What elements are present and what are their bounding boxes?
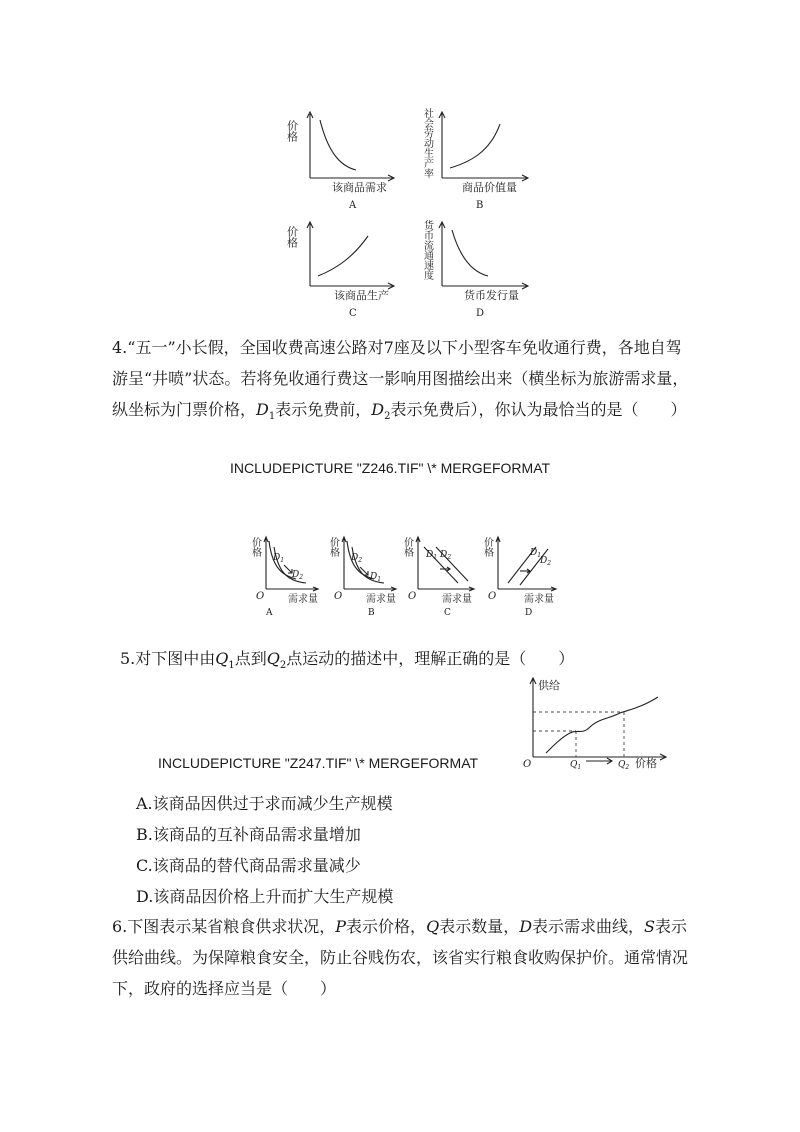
q5-figure-q1-label: $Q_1$ xyxy=(570,760,582,771)
q5-figure-xlabel: 价格 xyxy=(635,757,657,770)
q5-figure-supply-curve xyxy=(546,697,658,753)
q5-figure-ylabel: 供给 xyxy=(538,679,560,692)
question-6-s3: 表示需求曲线， xyxy=(532,917,645,936)
question-5-pre: 5.对下图中由 xyxy=(120,649,216,668)
question-6-p: P xyxy=(335,917,347,936)
question-4-text: “五一”小长假，全国收费高速公路对7座及以下小型客车免收通行费，各地自驾游呈“井喷”状态。若将免收通行费这一影响用图描绘出来（横坐标为旅游需求量，纵坐标为门票价格， xyxy=(112,338,689,419)
q4-figure-d-ylabel: 价格 xyxy=(481,537,493,557)
q3-figure-d-curve xyxy=(452,230,488,276)
question-5-q1-sub: 1 xyxy=(228,660,235,672)
q4-figure-a-ylabel: 价格 xyxy=(249,537,261,557)
q4-figure-d xyxy=(481,533,564,618)
q4-figure-c xyxy=(401,533,484,618)
q4-figure-b-ylabel: 价格 xyxy=(327,537,339,557)
q4-figure-a-letter: A xyxy=(266,608,273,618)
q4-figure-d-label-1: $D_1$ xyxy=(530,548,542,559)
question-4-d2-sub: 2 xyxy=(384,411,391,423)
question-6-d: D xyxy=(519,917,533,936)
q5-option-c: C.该商品的替代商品需求量减少 xyxy=(136,856,361,875)
q4-figure-d-letter: D xyxy=(525,608,533,618)
q4-figure-b-xlabel: 需求量 xyxy=(366,594,396,605)
q3-figure-a-curve xyxy=(320,120,356,170)
question-4-mid: 表示免费前， xyxy=(275,400,372,419)
q4-figure-b-label-2: $D_1$ xyxy=(370,572,382,583)
q4-figure-a xyxy=(249,533,326,618)
q4-figure-d-xlabel: 需求量 xyxy=(524,594,554,605)
q4-figure-b-label-1: $D_2$ xyxy=(351,553,363,564)
q4-figure-c-xlabel: 需求量 xyxy=(442,594,472,605)
q4-figure-c-label-1: $D_1$ xyxy=(426,550,438,561)
q5-option-a: A.该商品因供过于求而减少生产规模 xyxy=(136,794,393,813)
q3-figure-c-curve xyxy=(318,236,368,276)
q4-figure-a-label-1: $D_1$ xyxy=(273,553,285,564)
question-6-s: S xyxy=(644,917,656,936)
question-4-d2: D xyxy=(371,400,385,419)
q4-figure-c-origin: O xyxy=(408,591,417,602)
q4-figure-a-label-2: $D_2$ xyxy=(292,570,304,581)
q3-figure-c-ylabel: 价格 xyxy=(285,226,299,248)
question-5-q1: Q xyxy=(215,649,229,668)
q5-figure xyxy=(520,675,670,775)
question-5-mid: 点到 xyxy=(234,649,267,668)
q4-figure-c-ylabel: 价格 xyxy=(401,537,413,557)
question-4-d1-sub: 1 xyxy=(268,411,276,423)
q3-figure-c-letter: C xyxy=(349,308,357,319)
question-4-number: 4. xyxy=(112,338,128,357)
question-4-d1: D xyxy=(256,400,269,419)
question-4-include-field: INCLUDEPICTURE "Z246.TIF" \* MERGEFORMAT xyxy=(230,460,551,476)
q5-option-d: D.该商品因价格上升而扩大生产规模 xyxy=(136,887,394,906)
question-6-q: Q xyxy=(426,917,440,936)
q3-figure-b xyxy=(418,104,538,212)
q3-figure-c xyxy=(286,214,416,320)
q5-figure-q2-label: $Q_2$ xyxy=(618,760,630,771)
question-6 xyxy=(112,911,690,1004)
q3-figure-a-ylabel: 价格 xyxy=(285,120,299,142)
question-5-q2-sub: 2 xyxy=(279,660,287,672)
q4-figure-c-letter: C xyxy=(444,608,451,618)
question-4 xyxy=(112,332,692,432)
q3-figure-a xyxy=(286,104,416,212)
question-6-s4: 表示供给曲线。为保障粮食安全，防止谷贱伤农，该省实行粮食收购保护价。通常情况下，政府的选择应当是（ ） xyxy=(112,917,689,998)
q4-figure-a-xlabel: 需求量 xyxy=(288,594,318,605)
question-6-pre: 6.下图表示某省粮食供求状况， xyxy=(112,917,336,936)
q4-figure-b xyxy=(327,533,404,618)
q5-option-b: B.该商品的互补商品需求量增加 xyxy=(136,825,361,844)
q3-figure-b-curve xyxy=(450,124,500,168)
question-5-q2: Q xyxy=(266,649,280,668)
q3-figure-a-xlabel: 该商品需求 xyxy=(332,181,387,194)
question-6-s2: 表示数量， xyxy=(439,917,520,936)
q4-figure-c-label-2: $D_2$ xyxy=(440,550,452,561)
q4-figure-b-origin: O xyxy=(334,591,343,602)
q5-figure-origin: O xyxy=(523,759,532,770)
q3-figure-a-letter: A xyxy=(349,200,357,211)
q3-figure-d-xlabel: 货币发行量 xyxy=(464,289,519,302)
q4-figure-a-origin: O xyxy=(256,591,265,602)
question-5-tail: 点运动的描述中，理解正确的是（ ） xyxy=(286,649,575,668)
q3-figure-b-letter: B xyxy=(476,200,484,211)
q3-figure-b-ylabel: 社会劳动生产率 xyxy=(421,108,433,178)
q3-figure-d xyxy=(418,214,538,320)
q3-figure-b-xlabel: 商品价值量 xyxy=(462,181,517,194)
q3-figure-c-xlabel: 该商品生产 xyxy=(334,289,389,302)
q3-figure-d-letter: D xyxy=(476,308,485,319)
question-4-tail: 表示免费后），你认为最恰当的是（ ） xyxy=(390,400,687,419)
q3-figure-d-ylabel: 货币流通速度 xyxy=(421,220,433,280)
q4-figure-d-origin: O xyxy=(488,591,497,602)
q4-figure-b-letter: B xyxy=(368,608,375,618)
q4-figure-d-label-2: $D_2$ xyxy=(540,556,552,567)
question-5-include-field: INCLUDEPICTURE "Z247.TIF" \* MERGEFORMAT xyxy=(158,755,479,771)
question-6-s1: 表示价格， xyxy=(346,917,427,936)
